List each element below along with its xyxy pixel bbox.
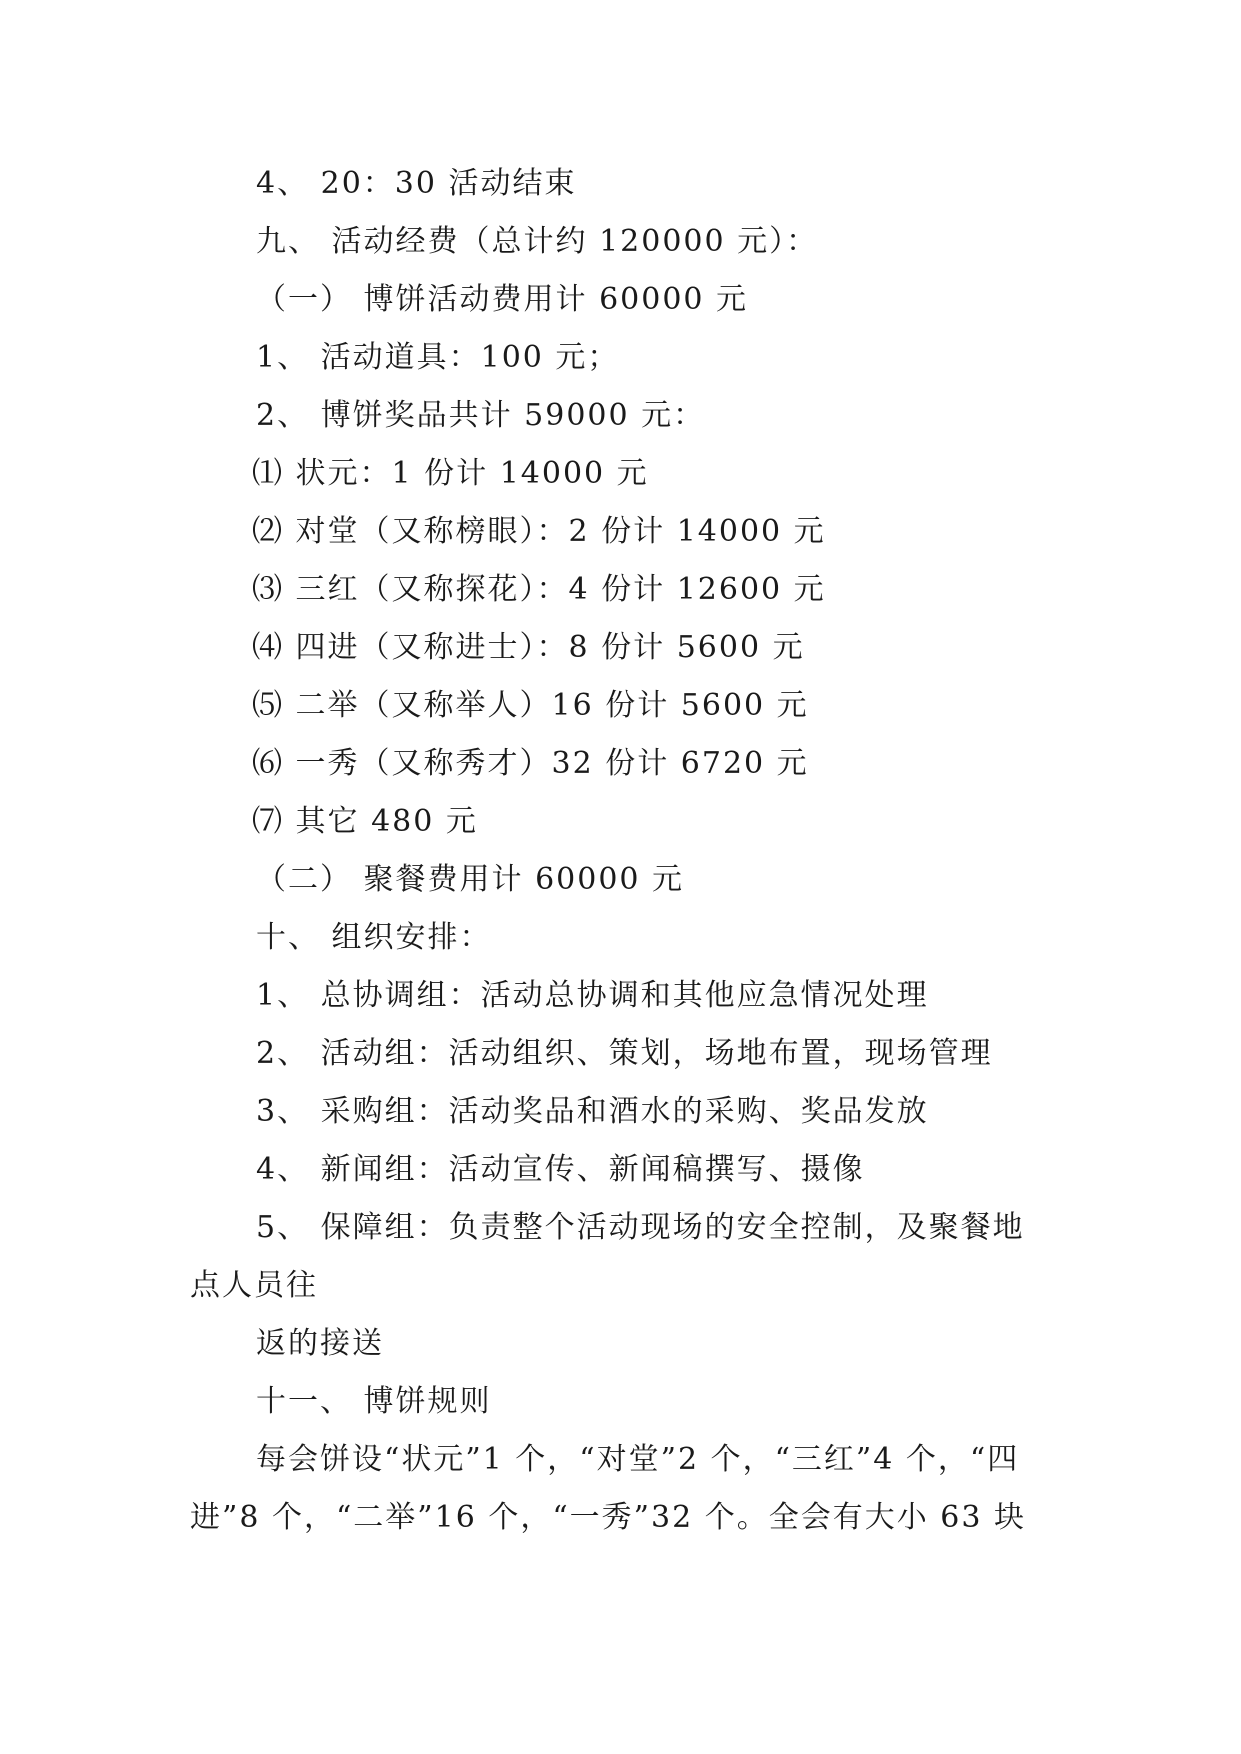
section-heading: 十一、 博饼规则 — [256, 1384, 492, 1419]
text-line: 5、 保障组：负责整个活动现场的安全控制，及聚餐地 — [256, 1210, 1025, 1245]
text-line: 2、 活动组：活动组织、策划，场地布置，现场管理 — [256, 1036, 993, 1071]
prize-item: ⑷ 四进（又称进士）：8 份计 5600 元 — [252, 630, 805, 665]
sub-heading: （二） 聚餐费用计 60000 元 — [256, 862, 685, 897]
prize-item: ⑴ 状元：1 份计 14000 元 — [252, 456, 649, 491]
prize-item: ⑺ 其它 480 元 — [252, 804, 478, 839]
text-line: 4、 新闻组：活动宣传、新闻稿撰写、摄像 — [256, 1152, 865, 1187]
section-heading: 九、 活动经费（总计约 120000 元）： — [256, 224, 819, 259]
text-line: 4、 20：30 活动结束 — [256, 166, 577, 201]
text-line: 1、 总协调组：活动总协调和其他应急情况处理 — [256, 978, 929, 1013]
text-line: 2、 博饼奖品共计 59000 元： — [256, 398, 706, 433]
sub-heading: （一） 博饼活动费用计 60000 元 — [256, 282, 749, 317]
paragraph-line: 进”8 个，“二举”16 个，“一秀”32 个。全会有大小 63 块 — [190, 1500, 1026, 1535]
text-line: 点人员往 — [190, 1268, 318, 1303]
prize-item: ⑹ 一秀（又称秀才）32 份计 6720 元 — [252, 746, 809, 781]
section-heading: 十、 组织安排： — [256, 920, 492, 955]
paragraph-line: 每会饼设“状元”1 个，“对堂”2 个，“三红”4 个，“四 — [256, 1442, 1020, 1477]
prize-item: ⑶ 三红（又称探花）：4 份计 12600 元 — [252, 572, 826, 607]
text-line: 返的接送 — [256, 1326, 384, 1361]
prize-item: ⑵ 对堂（又称榜眼）：2 份计 14000 元 — [252, 514, 826, 549]
text-line: 3、 采购组：活动奖品和酒水的采购、奖品发放 — [256, 1094, 929, 1129]
prize-item: ⑸ 二举（又称举人）16 份计 5600 元 — [252, 688, 809, 723]
text-line: 1、 活动道具：100 元； — [256, 340, 620, 375]
